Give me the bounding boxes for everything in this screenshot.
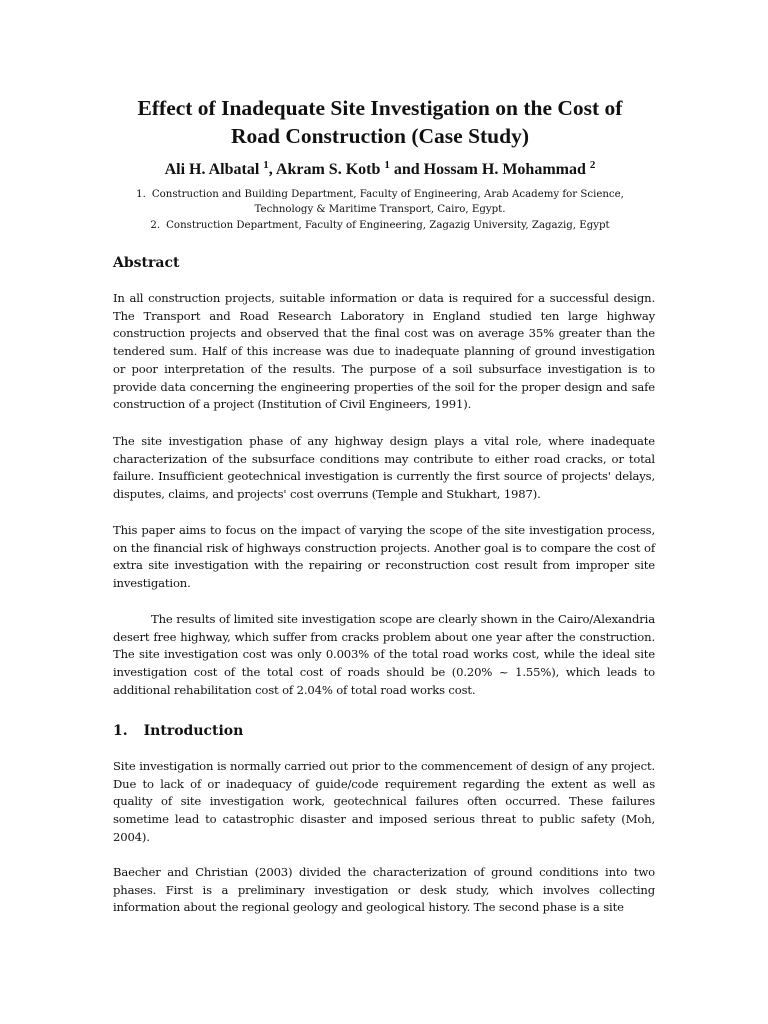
author-affiliation-mark: 1 [384,159,390,171]
paper-title-line-2: Road Construction (Case Study) [230,124,530,148]
author-separator: and [389,161,424,178]
abstract-paragraph: In all construction projects, suitable information or data is required for a successful design. The Transport and Road Research Laboratory in England studied ten large highway construction projects and observed that the final cost was on average 35% greater than the tendered sum. Half of this increase was due to inadequate planning of ground investigation or poor interpretation of the results. The purpose of a soil subsurface investigation is to provide data concerning the engineering properties of the soil for the proper design and safe construction of a project (Institution of Civil Engineers, 1991). [113,291,655,412]
author-affiliation-mark: 1 [263,159,269,171]
affiliation-text: Technology & Maritime Transport, Cairo, Egypt. [254,204,506,215]
affiliation-number: 1. [136,189,146,200]
author-list [60,159,700,181]
introduction-heading [113,722,243,740]
section-number: 1. [113,723,128,739]
affiliation-1 [60,187,700,217]
affiliation-text: Construction and Building Department, Faculty of Engineering, Arab Academy for Science, [151,189,624,200]
introduction-paragraph: Baecher and Christian (2003) divided the characterization of ground conditions into two phases. First is a preliminary investigation or desk study, which involves collecting information about the regional geology and geological history. The second phase is a site [113,865,655,915]
author-name: Ali H. Albatal [164,161,260,178]
author-name: Akram S. Kotb [275,161,381,178]
author-affiliation-mark: 2 [589,159,596,171]
paper-title-line-1: Effect of Inadequate Site Investigation on the Cost of [137,96,623,120]
affiliation-number: 2. [150,220,161,231]
author-name: Hossam H. Mohammad [423,161,586,178]
abstract-paragraph: The site investigation phase of any highway design plays a vital role, where inadequate characterization of the subsurface conditions may contribute to either road cracks, or total failure. Insufficient geotechnical investigation is currently the first source of projects' delays, disputes, claims, and projects' cost overruns (Temple and Stukhart, 1987). [113,434,655,502]
affiliation-2 [60,218,700,233]
introduction-paragraph: Site investigation is normally carried out prior to the commencement of design of any project. Due to lack of or inadequacy of guide/code requirement regarding the extent as well as quality of site investigation work, geotechnical failures often occurred. These failures sometime lead to catastrophic disaster and imposed serious threat to public safety (Moh, 2004). [113,759,655,844]
section-title: Introduction [143,723,244,739]
abstract-heading: Abstract [113,255,180,271]
paper-title [60,94,700,150]
author-separator: , [268,161,276,178]
affiliation-text: Construction Department, Faculty of Engineering, Zagazig University, Zagazig, Egypt [166,220,610,231]
abstract-paragraph: This paper aims to focus on the impact of varying the scope of the site investigation process, on the financial risk of highways construction projects. Another goal is to compare the cost of extra site investigation with the repairing or reconstruction cost result from improper site investigation. [113,523,655,591]
abstract-paragraph: The results of limited site investigation scope are clearly shown in the Cairo/Alexandria desert free highway, which suffer from cracks problem about one year after the construction. The site investigation cost was only 0.003% of the total road works cost, while the ideal site investigation cost of the total cost of roads should be (0.20% ~ 1.55%), which leads to additional rehabilitation cost of 2.04% of total road works cost. [113,612,655,697]
